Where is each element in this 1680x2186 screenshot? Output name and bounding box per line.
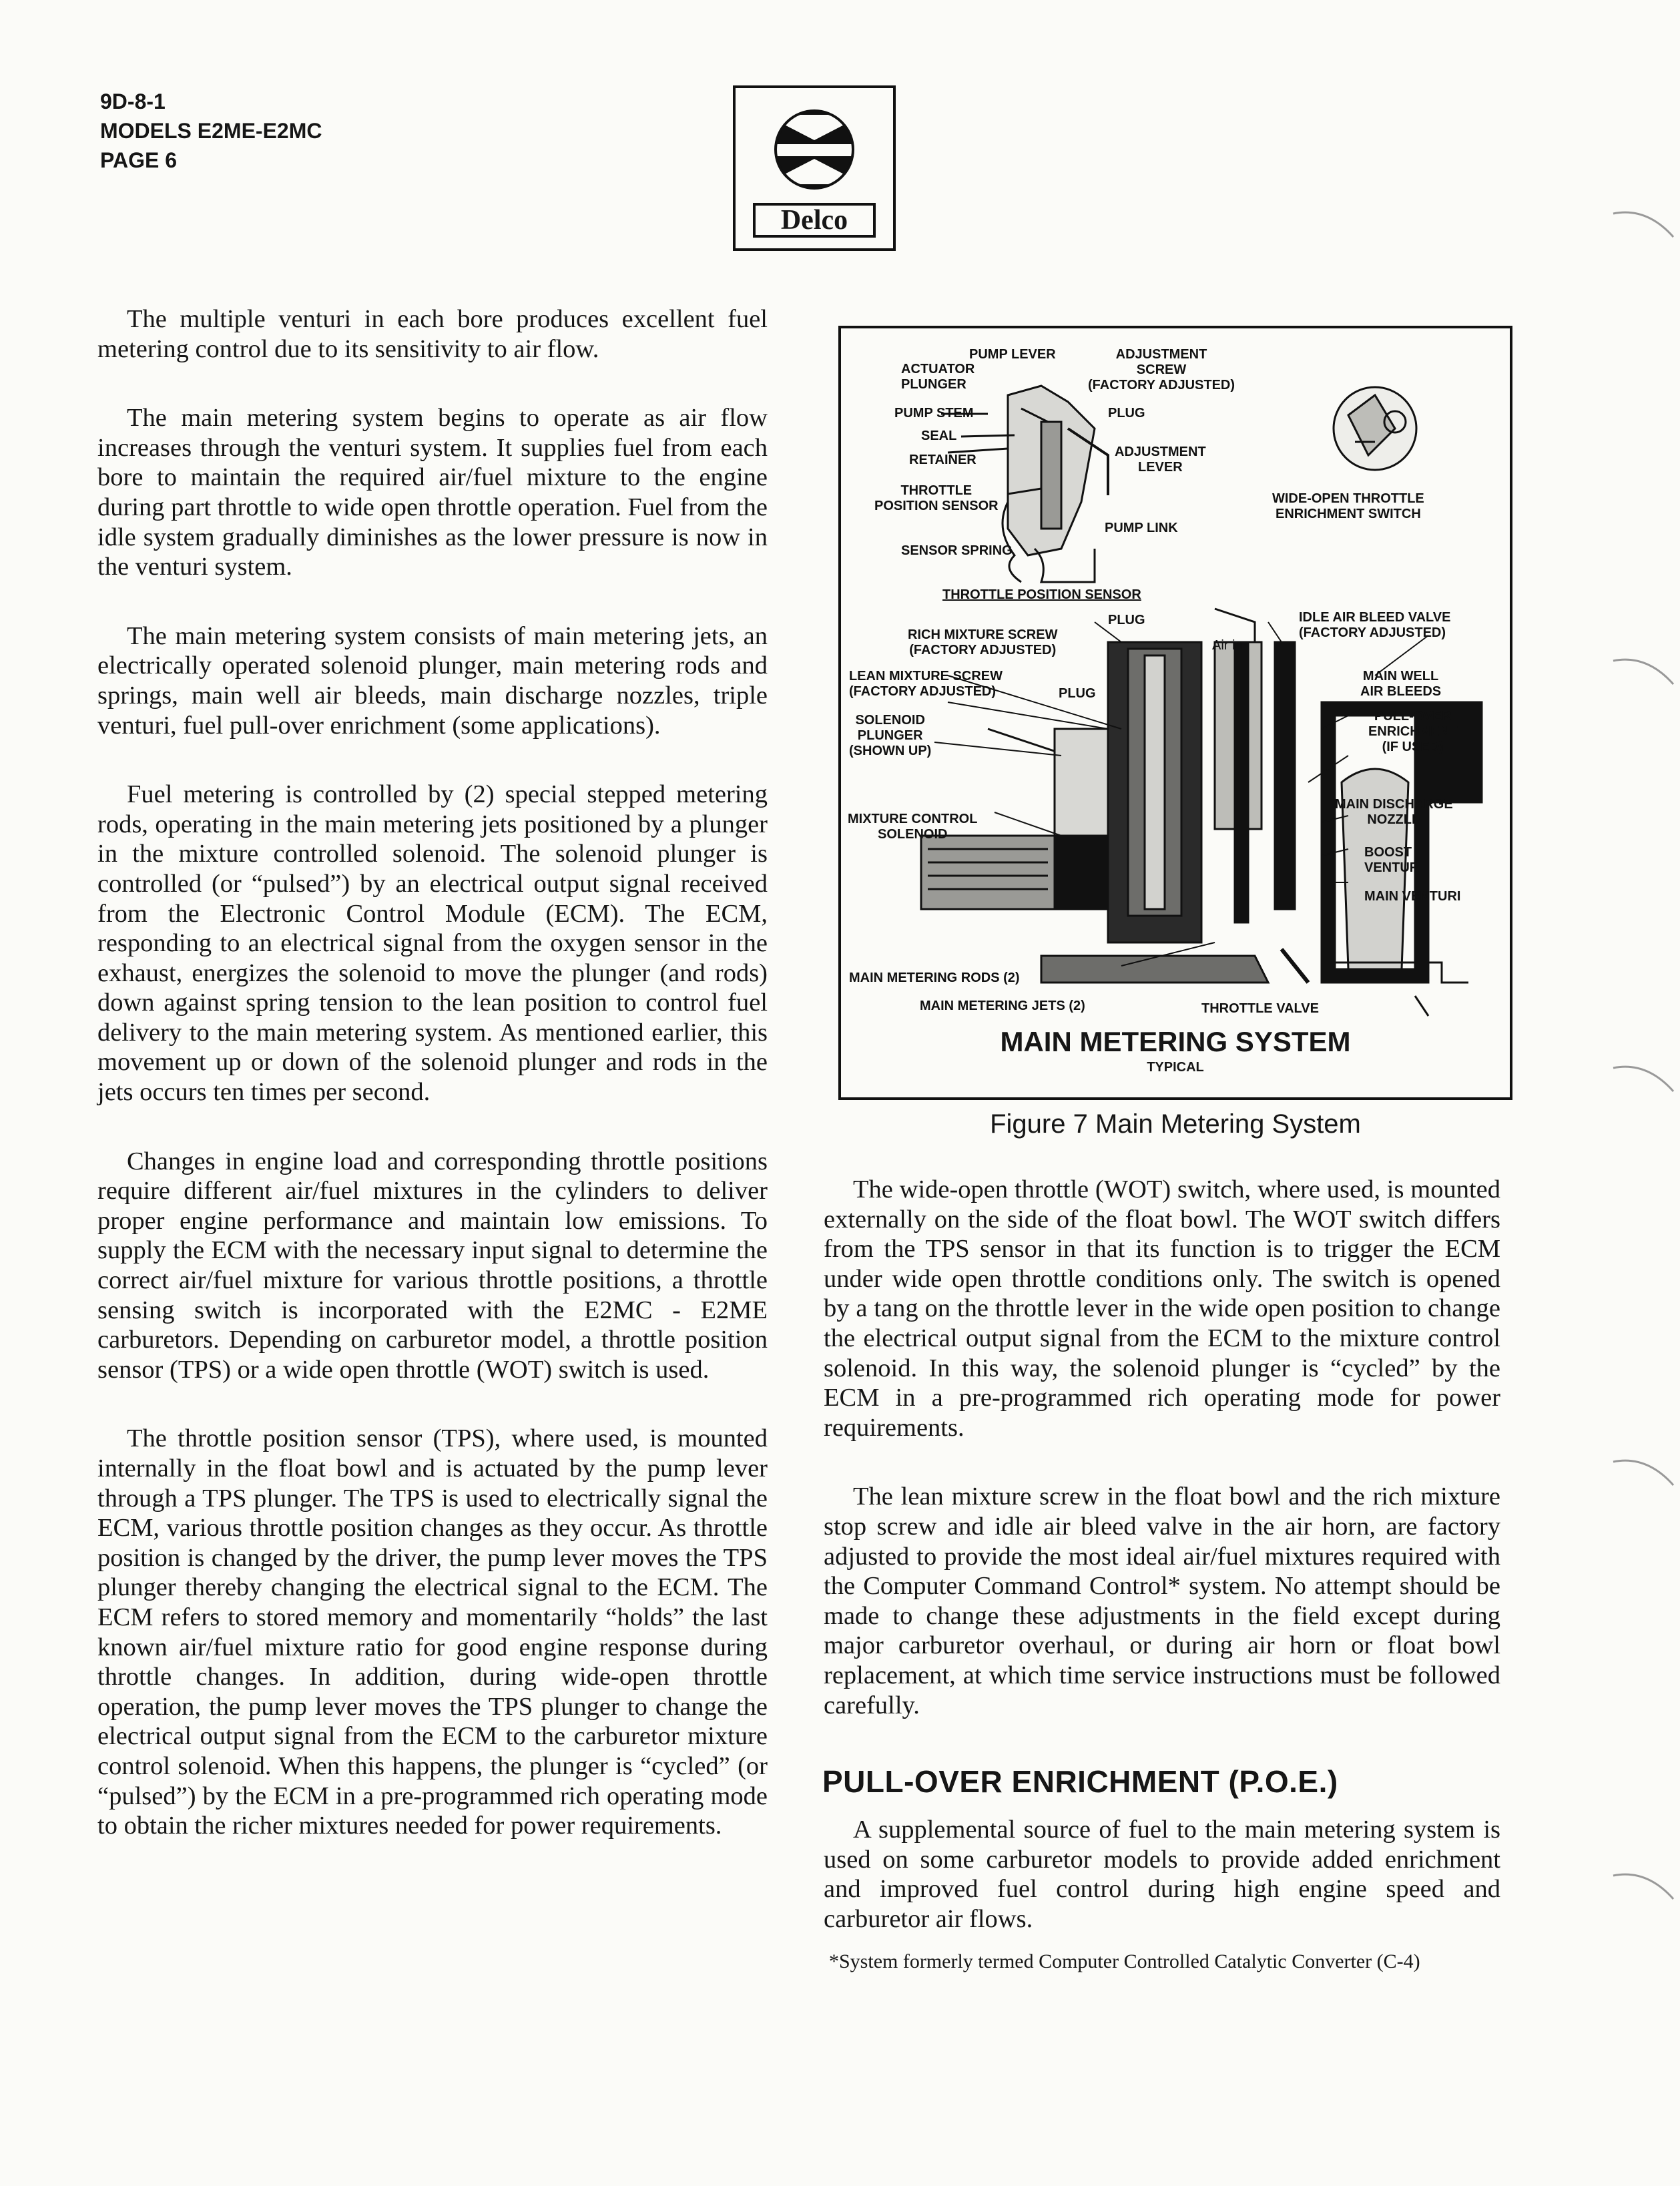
- label-plug-low: PLUG: [1059, 686, 1096, 701]
- binding-mark-5: [1607, 1862, 1680, 1902]
- label-main-metering-jets: MAIN METERING JETS (2): [920, 999, 1085, 1013]
- label-throttle-valve: THROTTLE VALVE: [1201, 1001, 1319, 1016]
- label-adjustment-screw: ADJUSTMENT SCREW (FACTORY ADJUSTED): [1088, 347, 1235, 392]
- label-seal: SEAL: [921, 429, 957, 443]
- figure-title: MAIN METERING SYSTEM: [1000, 1026, 1351, 1057]
- figure-caption: Figure 7 Main Metering System: [990, 1109, 1361, 1139]
- label-pump-link: PUMP LINK: [1105, 521, 1178, 535]
- binding-mark-1: [1607, 200, 1680, 240]
- paragraph-adjustments: The lean mixture screw in the float bowl and the rich mixture stop screw and idle air bleed valve in the air horn, are factory adjusted to provide the most ideal air/fuel mixtures required with the Computer Command Control* system. No attempt should be made to change these adjustments in the field except during major carburetor overhaul, or during air horn or float bowl replacement, at which time service instructions must be followed carefully.: [824, 1482, 1500, 1719]
- label-pump-stem: PUMP STEM: [894, 406, 974, 421]
- binding-mark-3: [1607, 1055, 1680, 1095]
- models-label: MODELS E2ME-E2MC: [100, 119, 322, 143]
- section-title-poe: PULL-OVER ENRICHMENT (P.O.E.): [822, 1764, 1338, 1800]
- document-code: 9D-8-1: [100, 89, 166, 113]
- label-idle-air-bleed: IDLE AIR BLEED VALVE (FACTORY ADJUSTED): [1299, 610, 1451, 640]
- label-rich-mixture-screw: RICH MIXTURE SCREW (FACTORY ADJUSTED): [908, 627, 1058, 657]
- right-column: [824, 1175, 1500, 1975]
- paragraph-poe: A supplemental source of fuel to the main metering system is used on some carburetor models to provide added enrichment and improved fuel control during high engine speed and carburetor air flows.: [824, 1816, 1500, 1933]
- binding-mark-4: [1607, 1448, 1680, 1488]
- label-wot-switch: WIDE-OPEN THROTTLE ENRICHMENT SWITCH: [1272, 491, 1424, 521]
- label-solenoid-plunger: SOLENOID PLUNGER (SHOWN UP): [849, 713, 932, 758]
- label-main-venturi: MAIN VENTURI: [1364, 889, 1461, 904]
- page-number: PAGE 6: [100, 148, 177, 172]
- label-main-metering-rods: MAIN METERING RODS (2): [849, 971, 1020, 985]
- label-main-discharge-nozzle: MAIN DISCHARGE NOZZLE: [1335, 797, 1453, 827]
- label-lean-mixture-screw: LEAN MIXTURE SCREW (FACTORY ADJUSTED): [849, 669, 1003, 699]
- label-plug-top: PLUG: [1108, 406, 1145, 421]
- label-pull-over-enrichment: PULL-OVER ENRICHMENT (IF USED): [1368, 709, 1458, 754]
- page-header: [100, 87, 322, 175]
- delco-logo: [733, 85, 896, 251]
- left-column: [97, 304, 768, 1880]
- paragraph-venturi: The multiple venturi in each bore produces excellent fuel metering control due to its sensitivity to air flow.: [97, 305, 768, 363]
- label-boost-venturi: BOOST VENTURI: [1364, 845, 1423, 875]
- paragraph-engine-load: Changes in engine load and corresponding throttle positions require different air/fuel mixtures in the cylinders to deliver proper engine performance and maintain low emissions. To supply the ECM with the necessary input signal to determine the correct air/fuel mixture for various throttle positions, a throttle sensing switch is incorporated with the E2MC - E2ME carburetors. Depending on carburetor model, a throttle position sensor (TPS) or a wide open throttle (WOT) switch is used.: [97, 1147, 768, 1384]
- paragraph-wot-switch: The wide-open throttle (WOT) switch, where used, is mounted externally on the side of the float bowl. The WOT switch differs from the TPS sensor in that its function is to trigger the ECM under wide open throttle conditions only. The switch is opened by a tang on the throttle lever in the wide open position to change the electrical output signal from the ECM to the mixture control solenoid. In this way, the solenoid plunger is “cycled” by the ECM in a pre-programmed rich operating mode for power requirements.: [824, 1175, 1500, 1442]
- label-retainer: RETAINER: [909, 453, 976, 467]
- paragraph-tps: The throttle position sensor (TPS), where used, is mounted internally in the float bowl and is actuated by the pump lever through a TPS plunger. The TPS is used to electrically signal the ECM, various throttle position changes as they occur. As throttle position is changed by the driver, the pump lever moves the TPS plunger thereby changing the electrical signal to the ECM. The ECM refers to stored memory and momentarily “holds” the last known air/fuel mixture ratio for good engine response during throttle changes. In addition, during wide-open throttle operation, the pump lever moves the TPS plunger to change the electrical output signal from the ECM to the carburetor mixture control solenoid. When this happens, the plunger is “cycled” (or “pulsed”) by the ECM in a pre-programmed rich operating mode to obtain the richer mixtures needed for power requirements.: [97, 1424, 768, 1840]
- main-metering-diagram: [838, 326, 1512, 1100]
- footnote: *System formerly termed Computer Controlled Catalytic Converter (C-4): [829, 1950, 1420, 1973]
- label-throttle-position-sensor-small: THROTTLE POSITION SENSOR: [874, 483, 999, 513]
- label-mixture-control-solenoid: MIXTURE CONTROL SOLENOID: [848, 812, 978, 842]
- paragraph-main-metering-operation: The main metering system begins to operate as air flow increases through the venturi system. It supplies fuel from each bore to maintain the required air/fuel mixture to the engine during part throttle to wide open throttle operation. Fuel from the idle system gradually diminishes as the lower pressure is now in the venturi system.: [97, 404, 768, 581]
- label-actuator-plunger: ACTUATOR PLUNGER: [901, 362, 975, 392]
- label-air-in: Air in: [1212, 638, 1243, 653]
- paragraph-fuel-metering-control: Fuel metering is controlled by (2) special stepped metering rods, operating in the main metering jets positioned by a plunger in the mixture controlled solenoid. The solenoid plunger is controlled (or “pulsed”) by an electrical output signal received from the Electronic Control Module (ECM). The ECM, responding to an electrical signal from the oxygen sensor in the exhaust, energizes the solenoid to move the plunger (and rods) down against spring tension to the lean position to control fuel delivery to the main metering system. As mentioned earlier, this movement up or down of the solenoid plunger and rods in the jets occurs ten times per second.: [97, 780, 768, 1107]
- figure-subtitle: TYPICAL: [1147, 1060, 1204, 1075]
- label-main-well-air-bleeds: MAIN WELL AIR BLEEDS: [1360, 669, 1442, 699]
- label-plug-mid: PLUG: [1108, 613, 1145, 627]
- paragraph-main-metering-components: The main metering system consists of main metering jets, an electrically operated solenoid plunger, main metering rods and springs, main well air bleeds, main discharge nozzles, triple venturi, fuel pull-over enrichment (some applications).: [97, 621, 768, 740]
- label-adjustment-lever: ADJUSTMENT LEVER: [1115, 445, 1206, 475]
- label-pump-lever: PUMP LEVER: [969, 347, 1056, 362]
- delco-wordmark: Delco: [753, 203, 876, 238]
- binding-mark-2: [1607, 647, 1680, 688]
- label-tps-heading: THROTTLE POSITION SENSOR: [942, 587, 1141, 602]
- label-sensor-spring: SENSOR SPRING: [901, 543, 1013, 558]
